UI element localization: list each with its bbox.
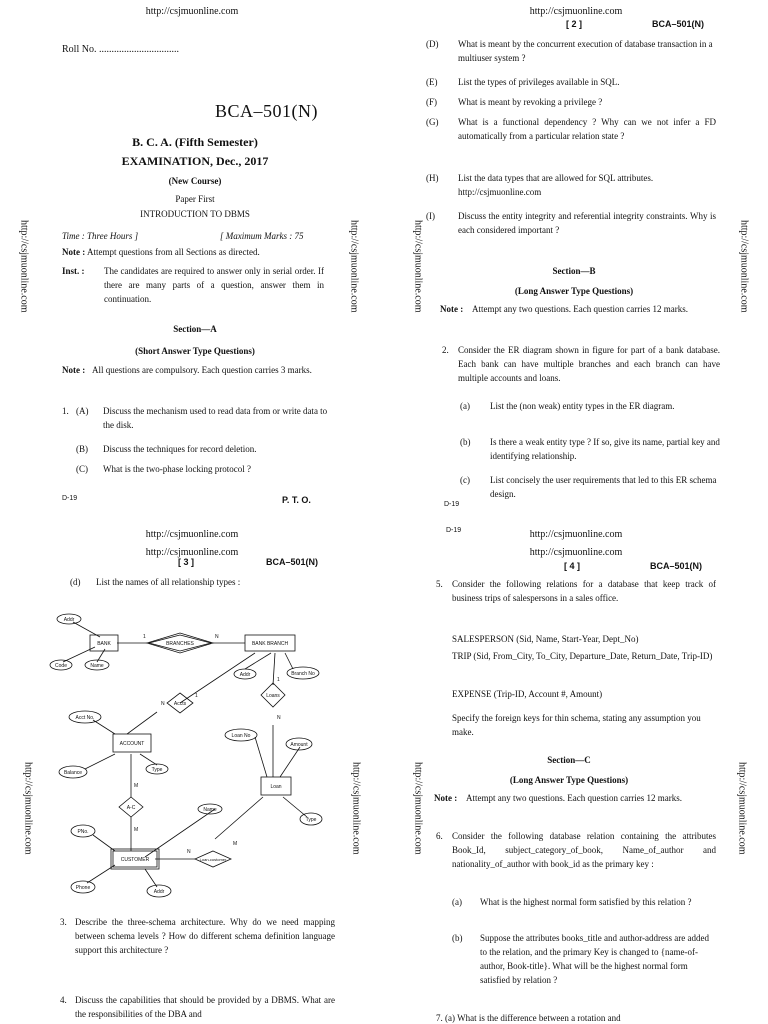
watermark-left: http://csjmuonline.com [412,220,424,313]
er-label: A-C [126,805,136,811]
er-label: Branch No [291,671,315,677]
exam: EXAMINATION, Dec., 2017 [121,154,269,168]
er-label: Type [305,817,317,823]
er-label: Addr [239,672,251,678]
expense: EXPENSE (Trip-ID, Account #, Amount) [452,689,603,699]
q6b-text: Suppose the attributes books_title and author-address are added to the relation, and the primary Key is changed to {name-of-author, Book-title}. What will be the highest normal form satisfied by relation ? [480,933,710,985]
footer-code: D-19 [62,495,78,502]
note2-text: All questions are compulsory. Each question carries 3 marks. [92,365,312,375]
note-label: Note : [440,304,464,314]
q2b-text: Is there a weak entity type ? If so, give its name, partial key and identifying relationship. [490,437,720,461]
q1-num: 1. [62,406,69,416]
cardinality: 1 [277,677,280,683]
q5-text: Consider the following relations for a database that keep track of business trips of salespersons in a sales office. [452,579,716,603]
pto: P. T. O. [282,495,311,505]
er-label: ACCOUNT [119,741,145,747]
q1c-label: (C) [76,464,88,474]
inst-label: Inst. : [62,266,85,276]
qd-label: (d) [70,577,81,587]
section-c: Section—C [547,755,591,765]
note2-label: Note : [62,365,86,375]
page-number: [ 2 ] [566,19,583,29]
watermark-right: http://csjmuonline.com [350,762,362,855]
er-label: Name [203,807,217,813]
watermark-right: http://csjmuonline.com [348,220,360,313]
inst-text: The candidates are required to answer only in serial order. If there are many parts of a question, answer them in continuation. [104,266,324,304]
watermark-left: http://csjmuonline.com [22,762,34,855]
paper-code: BCA–501(N) [215,101,318,121]
q1c-text: What is the two-phase locking protocol ? [103,464,251,474]
specify: Specify the foreign keys for thin schema, stating any assumption you make. [452,713,701,737]
watermark-right: http://csjmuonline.com [738,220,750,313]
cardinality: M [134,827,139,833]
note-text: Attempt any two questions. Each question carries 12 marks. [466,793,682,803]
paper-code: BCA–501(N) [266,557,319,567]
page-1 [0,0,384,512]
er-label: CUSTOMER [120,857,150,863]
section-a-sub: (Short Answer Type Questions) [135,346,255,356]
trip: TRIP (Sid, From_City, To_City, Departure_Date, Return_Date, Trip-ID) [452,651,713,661]
er-label: PNo. [77,829,89,835]
q1a-text: Discuss the mechanism used to read data from or write data to the disk. [103,406,328,430]
q4-num: 4. [60,995,67,1005]
note-label: Note : [434,793,458,803]
er-label: Addr [153,889,165,895]
q6a-text: What is the highest normal form satisfied by this relation ? [480,897,692,907]
q2b-label: (b) [460,437,471,447]
q7-text: 7. (a) What is the difference between a rotation and [436,1013,621,1023]
list-item: (G) What is a functional dependency ? Why can we not infer a FD automatically from a particular relation state ? [426,117,716,141]
cardinality: N [215,634,219,640]
q3-num: 3. [60,917,67,927]
qd-text: List the names of all relationship types : [96,577,241,587]
paper-code: BCA–501(N) [652,19,705,29]
q4-text: Discuss the capabilities that should be provided by a DBMS. What are the responsibilities of the DBA and [75,995,335,1019]
footer-code: D-19 [446,527,462,534]
q6-num: 6. [436,831,443,841]
cardinality: M [134,783,139,789]
page-4 [384,512,768,1024]
watermark-top: http://csjmuonline.com [529,529,623,540]
new-course: (New Course) [168,176,222,186]
q1b-text: Discuss the techniques for record deletion. [103,444,257,454]
q6-text: Consider the following database relation containing the attributes Book_Id, subject_category_of_book, Name_of_author and nationality_of_author with book_id as the primary key : [452,831,716,869]
watermark-right: http://csjmuonline.com [736,762,748,855]
er-label: Loan No [231,733,251,739]
page-2 [384,0,768,512]
footer-code: D-19 [444,501,460,508]
list-item: (E) List the types of privileges available in SQL. [426,77,620,87]
watermark-top: http://csjmuonline.com [529,6,623,17]
q2-text: Consider the ER diagram shown in figure for part of a bank database. Each bank can have multiple branches and each branch can have multiple accounts and loans. [458,345,720,383]
q6a-label: (a) [452,897,462,907]
watermark-top: http://csjmuonline.com [145,529,239,540]
er-label: Loan [270,784,282,790]
roll-no: Roll No. ................................ [62,44,179,55]
cardinality: N [277,715,281,721]
salesperson: SALESPERSON (Sid, Name, Start-Year, Dept_No) [452,634,639,644]
page-number: [ 4 ] [564,561,581,571]
watermark-top-2: http://csjmuonline.com [145,547,239,558]
q3-text: Describe the three-schema architecture. Why do we need mapping between schema levels ? How do different schema definition language support this architecture ? [75,917,335,955]
er-label: Loan-customer [199,857,227,862]
er-label: Loans [266,693,280,699]
er-label: Amount [290,742,308,748]
watermark-left: http://csjmuonline.com [18,220,30,313]
cardinality: M [233,841,238,847]
list-item: (H) List the data types that are allowed for SQL attributes. http://csjmuonline.com [426,173,654,197]
list-item: (I) Discuss the entity integrity and referential integrity constraints. Why is each considered important ? [426,211,716,235]
er-diagram [45,607,325,912]
page-number: [ 3 ] [178,557,195,567]
er-label: Acct No. [75,715,95,721]
q2a-text: List the (non weak) entity types in the ER diagram. [490,401,675,411]
q2c-text: List concisely the user requirements that led to this ER schema design. [490,475,717,499]
list-item: (D) What is meant by the concurrent execution of database transaction in a multiuser system ? [426,39,713,63]
section-c-sub: (Long Answer Type Questions) [509,775,629,785]
er-label: Name [90,663,104,669]
er-label: Type [151,767,163,773]
paper-code: BCA–501(N) [650,561,703,571]
max-marks: [ Maximum Marks : 75 [220,231,304,241]
cardinality: N [161,701,165,707]
q2-num: 2. [442,345,449,355]
note-text: Attempt any two questions. Each question carries 12 marks. [472,304,688,314]
note-text: Attempt questions from all Sections as directed. [87,247,260,257]
q2a-label: (a) [460,401,470,411]
q2c-label: (c) [460,475,470,485]
section-a: Section—A [173,324,217,334]
paper: Paper First [175,194,215,204]
time: Time : Three Hours ] [62,231,139,241]
course: B. C. A. (Fifth Semester) [132,135,258,149]
watermark-left: http://csjmuonline.com [412,762,424,855]
er-label: Addr [63,617,75,623]
title: INTRODUCTION TO DBMS [140,209,250,219]
section-b-sub: (Long Answer Type Questions) [514,286,634,296]
section-b: Section—B [552,266,596,276]
list-item: (F) What is meant by revoking a privilege ? [426,97,603,107]
watermark-top-2: http://csjmuonline.com [529,547,623,558]
er-label: Accts [173,701,187,707]
er-label: BANK BRANCH [251,641,289,647]
q1b-label: (B) [76,444,88,454]
q6b-label: (b) [452,933,463,943]
cardinality: 1 [143,634,146,640]
note-label: Note : [62,247,86,257]
er-label: BANK [97,641,111,647]
er-label: Balance [63,770,83,776]
er-label: Code [55,663,67,669]
cardinality: 1 [195,693,198,699]
page-3 [0,512,384,1024]
er-label: BRANCHES [166,641,194,647]
er-label: Phone [75,885,91,891]
question-list [426,38,716,264]
q5-num: 5. [436,579,443,589]
watermark-top: http://csjmuonline.com [145,6,239,17]
cardinality: N [187,849,191,855]
q1a-label: (A) [76,406,89,416]
